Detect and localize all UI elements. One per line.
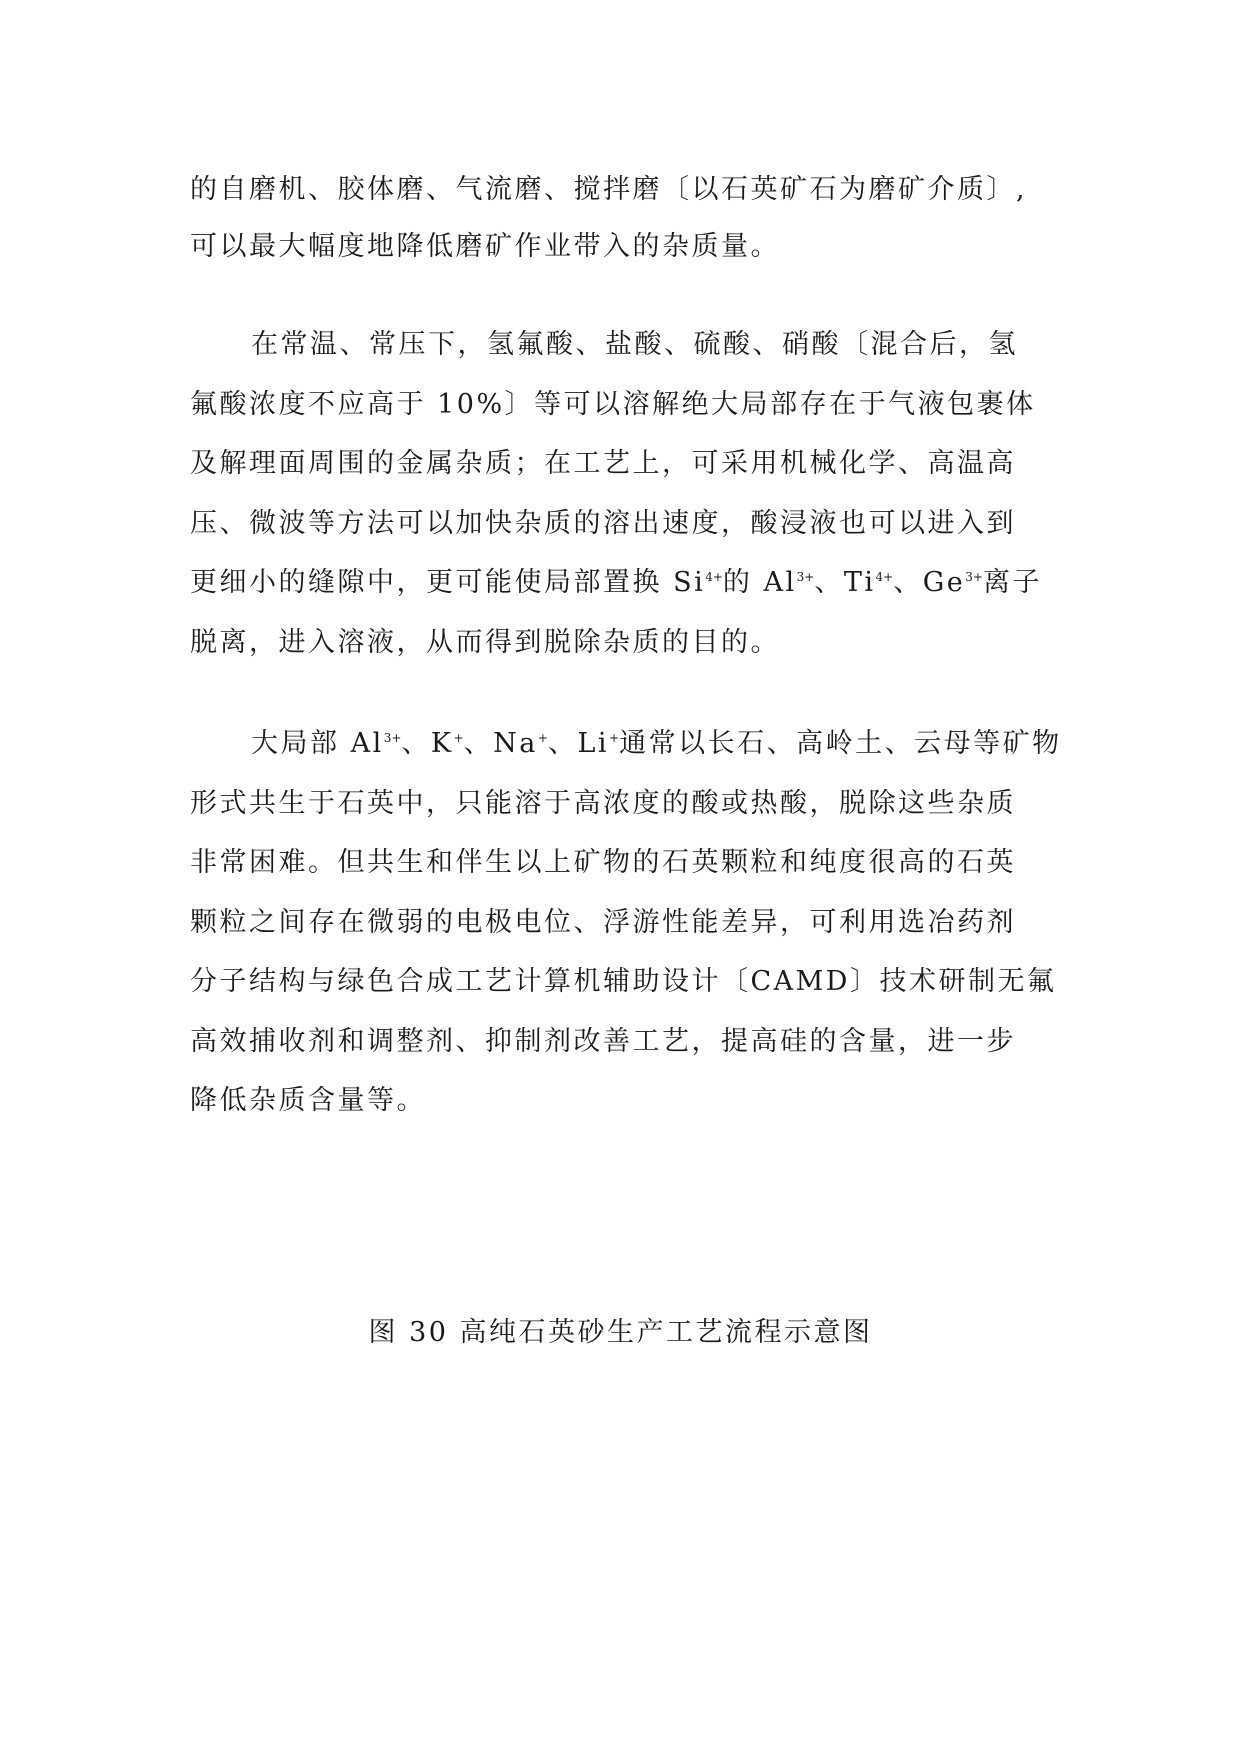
ion-charge: + — [453, 731, 464, 745]
text-segment: 、Li — [547, 728, 610, 759]
paragraph-2-line-6-wrap — [190, 624, 1062, 661]
paragraph-3-line-3-wrap — [190, 844, 1062, 881]
text-segment: 、Ti — [814, 567, 876, 598]
ion-charge: + — [537, 731, 548, 745]
paragraph-line: 分子结构与绿色合成工艺计算机辅助设计〔CAMD〕技术研制无氟 — [190, 966, 1057, 997]
paragraph-line: 降低杂质含量等。 — [190, 1085, 426, 1116]
paragraph-line-with-ions — [190, 564, 1062, 601]
paragraph-2-line-3-wrap — [190, 445, 1062, 482]
ion-charge: 3+ — [965, 570, 983, 584]
paragraph-line: 非常困难。但共生和伴生以上矿物的石英颗粒和纯度很高的石英 — [190, 847, 1016, 878]
paragraph-line-with-ions — [190, 725, 1062, 762]
paragraph-1-cont — [190, 228, 1062, 265]
paragraph-line: 颗粒之间存在微弱的电极电位、浮游性能差异，可利用选冶药剂 — [190, 907, 1016, 938]
paragraph-line: 及解理面周围的金属杂质；在工艺上，可采用机械化学、高温高 — [190, 448, 1016, 479]
ion-charge: 4+ — [705, 570, 723, 584]
paragraph-line: 可以最大幅度地降低磨矿作业带入的杂质量。 — [190, 231, 780, 262]
paragraph-line: 在常温、常压下，氢氟酸、盐酸、硫酸、硝酸〔混合后，氢 — [251, 329, 1018, 360]
ion-charge: 4+ — [875, 570, 894, 584]
paragraph-2-line-5-wrap — [190, 564, 1062, 601]
text-segment: 、Na — [463, 728, 538, 759]
text-segment: 、Ge — [893, 567, 966, 598]
paragraph-3-line-5-wrap — [190, 963, 1062, 1000]
paragraph-3 — [190, 725, 1062, 762]
text-segment: 通常以长石、高岭土、云母等矿物 — [619, 728, 1062, 759]
text-segment: 大局部 Al — [251, 728, 384, 759]
paragraph-3-line-4-wrap — [190, 904, 1062, 941]
figure-caption: 图 30 高纯石英砂生产工艺流程示意图 — [368, 1317, 873, 1348]
paragraph-1 — [190, 171, 1062, 208]
ion-charge: 3+ — [383, 731, 402, 745]
paragraph-line: 压、微波等方法可以加快杂质的溶出速度，酸浸液也可以进入到 — [190, 508, 1016, 539]
paragraph-line: 的自磨机、胶体磨、气流磨、搅拌磨〔以石英矿石为磨矿介质〕, — [190, 174, 1028, 205]
text-segment: 离子 — [982, 567, 1042, 598]
paragraph-3-line-6-wrap — [190, 1023, 1062, 1060]
paragraph-3-line-2-wrap — [190, 785, 1062, 822]
paragraph-2-line-4-wrap — [190, 505, 1062, 542]
paragraph-line: 形式共生于石英中，只能溶于高浓度的酸或热酸，脱除这些杂质 — [190, 788, 1016, 819]
text-segment: 、K — [401, 728, 454, 759]
text-segment: 的 Al — [722, 567, 797, 598]
text-segment: 更细小的缝隙中，更可能使局部置换 Si — [190, 567, 706, 598]
paragraph-2-line-2-wrap — [190, 386, 1062, 423]
paragraph-3-line-7-wrap — [190, 1082, 1062, 1119]
paragraph-2 — [190, 326, 1062, 363]
paragraph-line: 氟酸浓度不应高于 10%〕等可以溶解绝大局部存在于气液包裹体 — [190, 389, 1036, 420]
paragraph-line: 脱离，进入溶液，从而得到脱除杂质的目的。 — [190, 627, 780, 658]
ion-charge: + — [609, 731, 620, 745]
paragraph-line: 高效捕收剂和调整剂、抑制剂改善工艺，提高硅的含量，进一步 — [190, 1026, 1016, 1057]
ion-charge: 3+ — [796, 570, 815, 584]
